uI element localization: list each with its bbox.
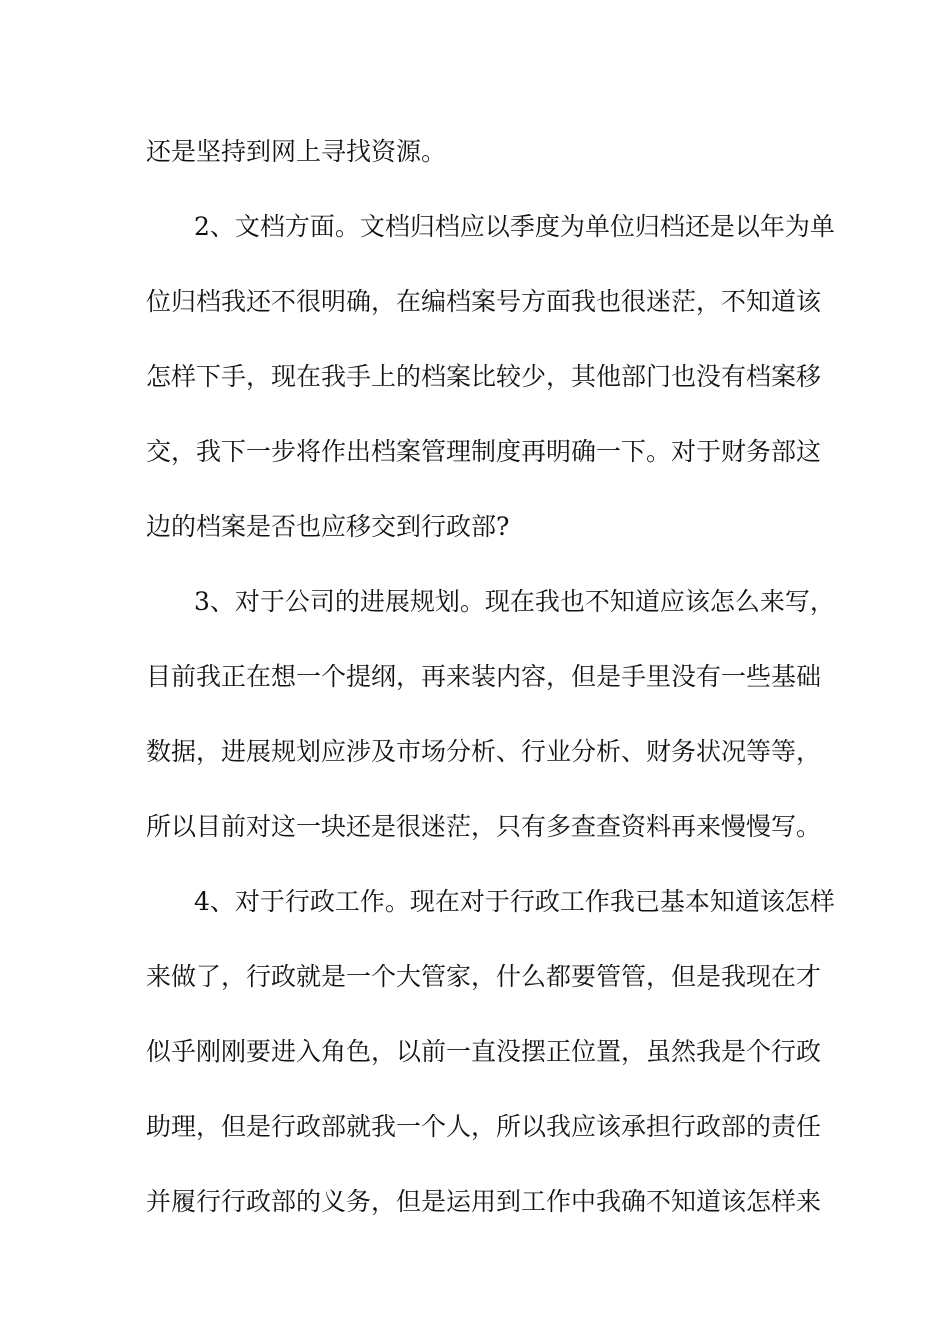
text-line: 边的档案是否也应移交到行政部? xyxy=(146,512,510,541)
text-line: 怎样下手，现在我手上的档案比较少，其他部门也没有档案移 xyxy=(146,362,822,391)
text-line: 目前我正在想一个提纲，再来装内容，但是手里没有一些基础 xyxy=(146,662,822,691)
text-line: 还是坚持到网上寻找资源。 xyxy=(146,137,447,166)
paragraph-3-heading-line: 3、对于公司的进展规划。现在我也不知道应该怎么来写， xyxy=(194,587,835,616)
text-line: 助理，但是行政部就我一个人，所以我应该承担行政部的责任 xyxy=(146,1112,822,1141)
text-line: 位归档我还不很明确，在编档案号方面我也很迷茫，不知道该 xyxy=(146,287,822,316)
text-line: 似乎刚刚要进入角色，以前一直没摆正位置，虽然我是个行政 xyxy=(146,1037,822,1066)
paragraph-2-heading-line: 2、文档方面。文档归档应以季度为单位归档还是以年为单 xyxy=(194,212,835,241)
text-line: 数据，进展规划应涉及市场分析、行业分析、财务状况等等， xyxy=(146,737,822,766)
text-line: 所以目前对这一块还是很迷茫，只有多查查资料再来慢慢写。 xyxy=(146,812,822,841)
text-line: 来做了，行政就是一个大管家，什么都要管管，但是我现在才 xyxy=(146,962,822,991)
text-line: 交，我下一步将作出档案管理制度再明确一下。对于财务部这 xyxy=(146,437,822,466)
text-line: 并履行行政部的义务，但是运用到工作中我确不知道该怎样来 xyxy=(146,1187,822,1216)
paragraph-4-heading-line: 4、对于行政工作。现在对于行政工作我已基本知道该怎样 xyxy=(194,887,835,916)
